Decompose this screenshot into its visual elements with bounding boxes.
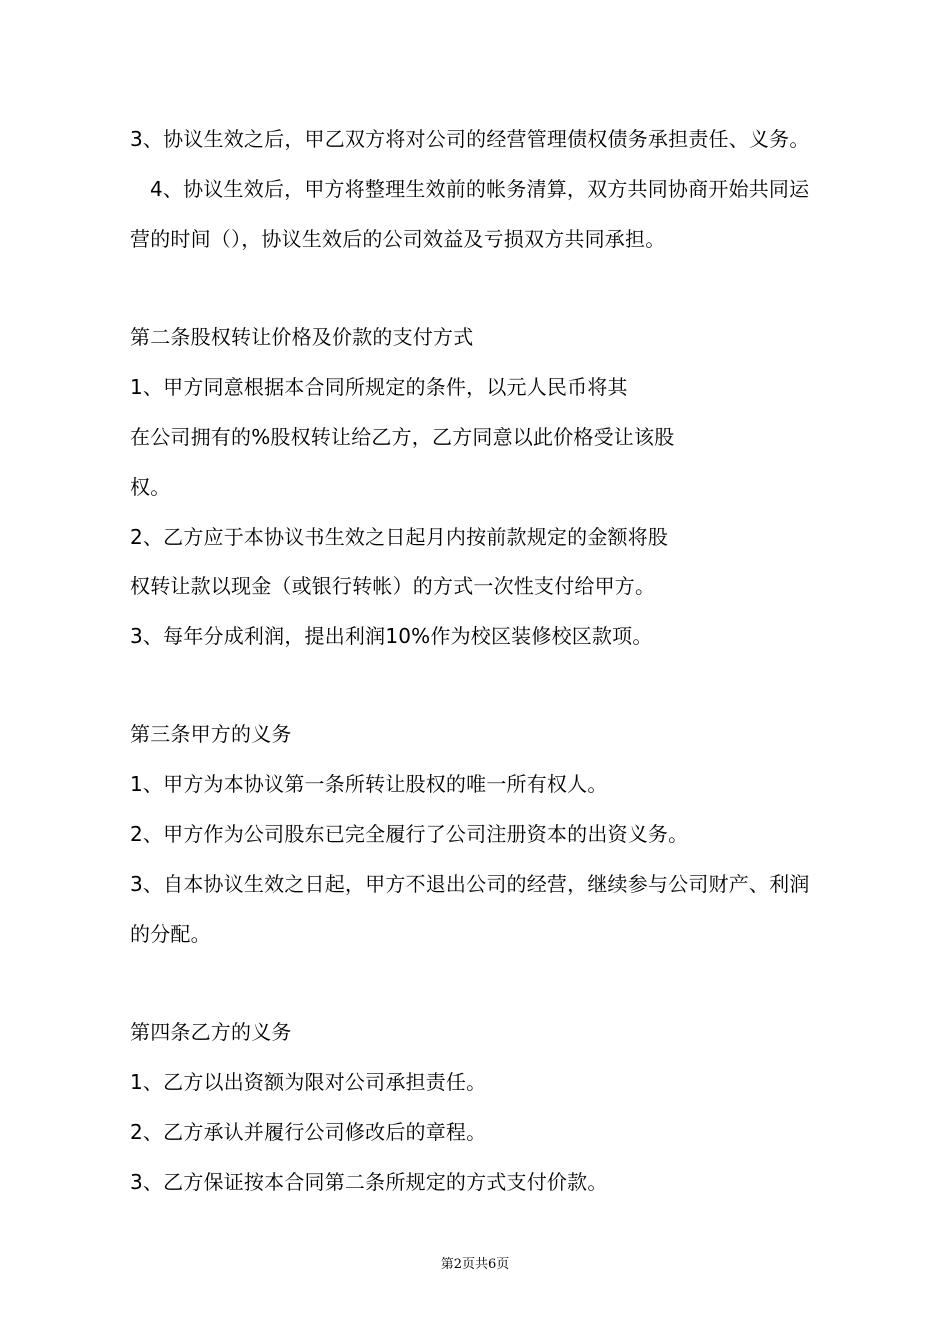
clause-3-item-1: 1、甲方为本协议第一条所转让股权的唯一所有权人。 <box>130 772 608 796</box>
clause-2-item-3: 3、每年分成利润，提出利润10%作为校区装修校区款项。 <box>130 624 653 648</box>
clause-2-item-1-cont: 在公司拥有的%股权转让给乙方，乙方同意以此价格受让该股 <box>130 425 675 449</box>
clause-2-item-1: 1、甲方同意根据本合同所规定的条件，以元人民币将其 <box>130 375 628 399</box>
clause-1-item-4-cont: 营的时间（），协议生效后的公司效益及亏损双方共同承担。 <box>130 227 666 251</box>
clause-3-item-2: 2、甲方作为公司股东已完全履行了公司注册资本的出资义务。 <box>130 822 689 846</box>
section-heading-3: 第三条甲方的义务 <box>130 722 292 746</box>
clause-3-item-3-cont: 的分配。 <box>130 922 211 946</box>
clause-1-item-4: 4、协议生效后，甲方将整理生效前的帐务清算，双方共同协商开始共同运 <box>150 177 810 201</box>
clause-4-item-2: 2、乙方承认并履行公司修改后的章程。 <box>130 1120 487 1144</box>
clause-4-item-1: 1、乙方以出资额为限对公司承担责任。 <box>130 1070 487 1094</box>
page-footer: 第2页共6页 <box>440 1257 510 1272</box>
clause-2-item-2-cont: 权转让款以现金（或银行转帐）的方式一次性支付给甲方。 <box>130 574 656 598</box>
section-heading-2: 第二条股权转让价格及价款的支付方式 <box>130 325 474 349</box>
section-heading-4: 第四条乙方的义务 <box>130 1020 292 1044</box>
clause-2-item-1-end: 权。 <box>130 475 171 499</box>
clause-1-item-3: 3、协议生效之后，甲乙双方将对公司的经营管理债权债务承担责任、义务。 <box>130 127 810 151</box>
clause-2-item-2: 2、乙方应于本协议书生效之日起月内按前款规定的金额将股 <box>130 525 669 549</box>
clause-4-item-3: 3、乙方保证按本合同第二条所规定的方式支付价款。 <box>130 1170 608 1194</box>
clause-3-item-3: 3、自本协议生效之日起，甲方不退出公司的经营，继续参与公司财产、利润 <box>130 872 810 896</box>
